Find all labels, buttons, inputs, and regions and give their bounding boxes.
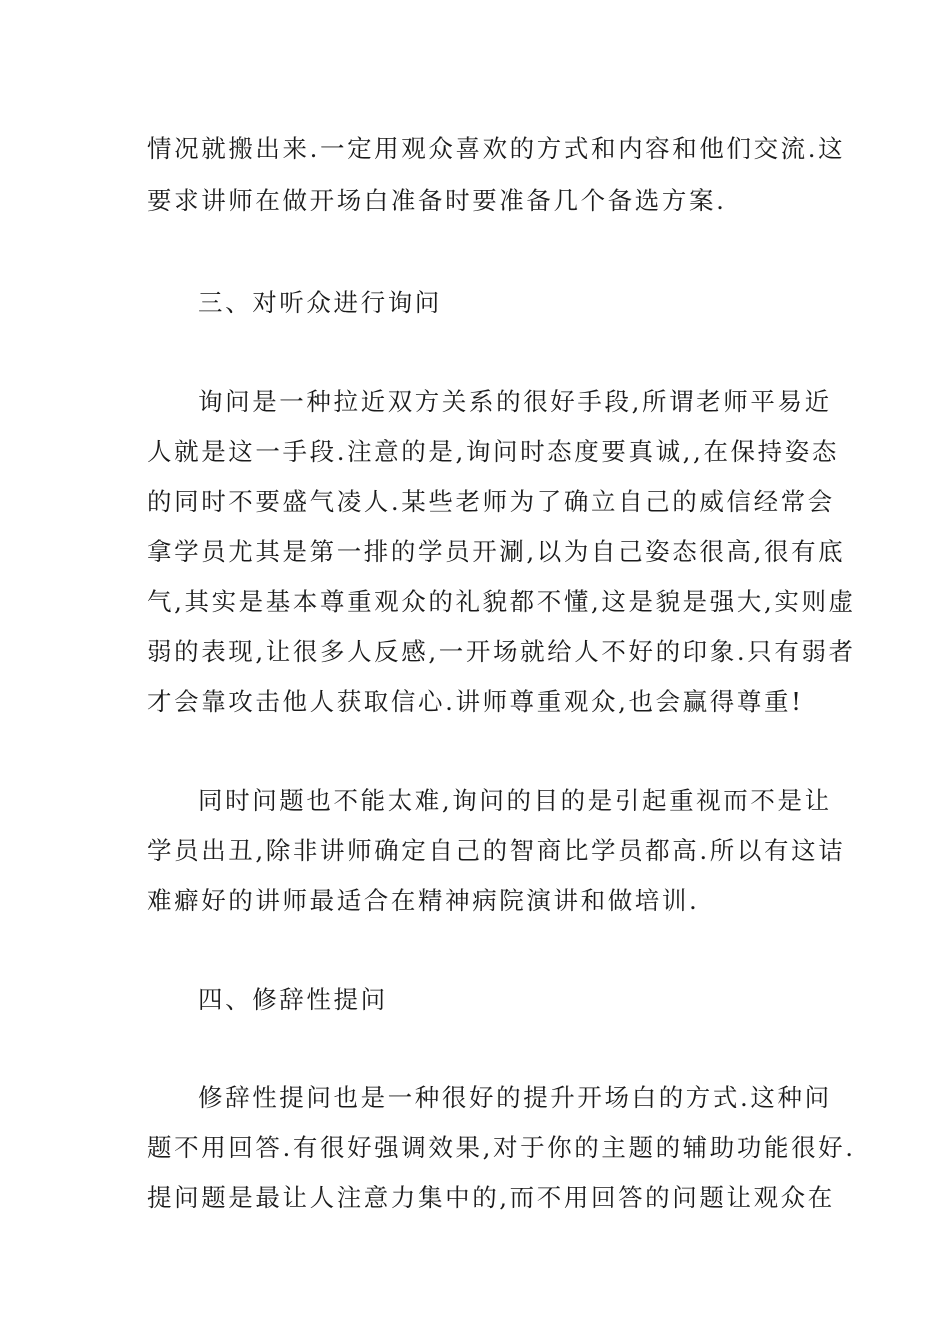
paragraph-line: 询问是一种拉近双方关系的很好手段,所谓老师平易近 [198,387,832,416]
paragraph-line: 才会靠攻击他人获取信心.讲师尊重观众,也会赢得尊重! [147,687,804,716]
paragraph-line: 气,其实是基本尊重观众的礼貌都不懂,这是貌是强大,实则虚 [147,587,856,616]
paragraph-line: 要求讲师在做开场白准备时要准备几个备选方案. [147,186,727,215]
paragraph-line: 题不用回答.有很好强调效果,对于你的主题的辅助功能很好. [147,1133,856,1162]
paragraph-line: 拿学员尤其是第一排的学员开涮,以为自己姿态很高,很有底 [147,537,846,566]
paragraph-line: 弱的表现,让很多人反感,一开场就给人不好的印象.只有弱者 [147,637,856,666]
paragraph-line: 人就是这一手段.注意的是,询问时态度要真诚,,在保持姿态 [147,437,839,466]
paragraph-line: 提问题是最让人注意力集中的,而不用回答的问题让观众在 [147,1183,835,1212]
paragraph-line: 难癖好的讲师最适合在精神病院演讲和做培训. [147,886,700,915]
section-heading-4: 四、修辞性提问 [198,985,388,1014]
paragraph-line: 情况就搬出来.一定用观众喜欢的方式和内容和他们交流.这 [147,134,846,163]
paragraph-line: 的同时不要盛气凌人.某些老师为了确立自己的威信经常会 [147,487,835,516]
paragraph-line: 同时问题也不能太难,询问的目的是引起重视而不是让 [198,786,832,815]
section-heading-3: 三、对听众进行询问 [198,288,442,317]
paragraph-line: 学员出丑,除非讲师确定自己的智商比学员都高.所以有这诘 [147,836,846,865]
paragraph-line: 修辞性提问也是一种很好的提升开场白的方式.这种问 [198,1083,832,1112]
